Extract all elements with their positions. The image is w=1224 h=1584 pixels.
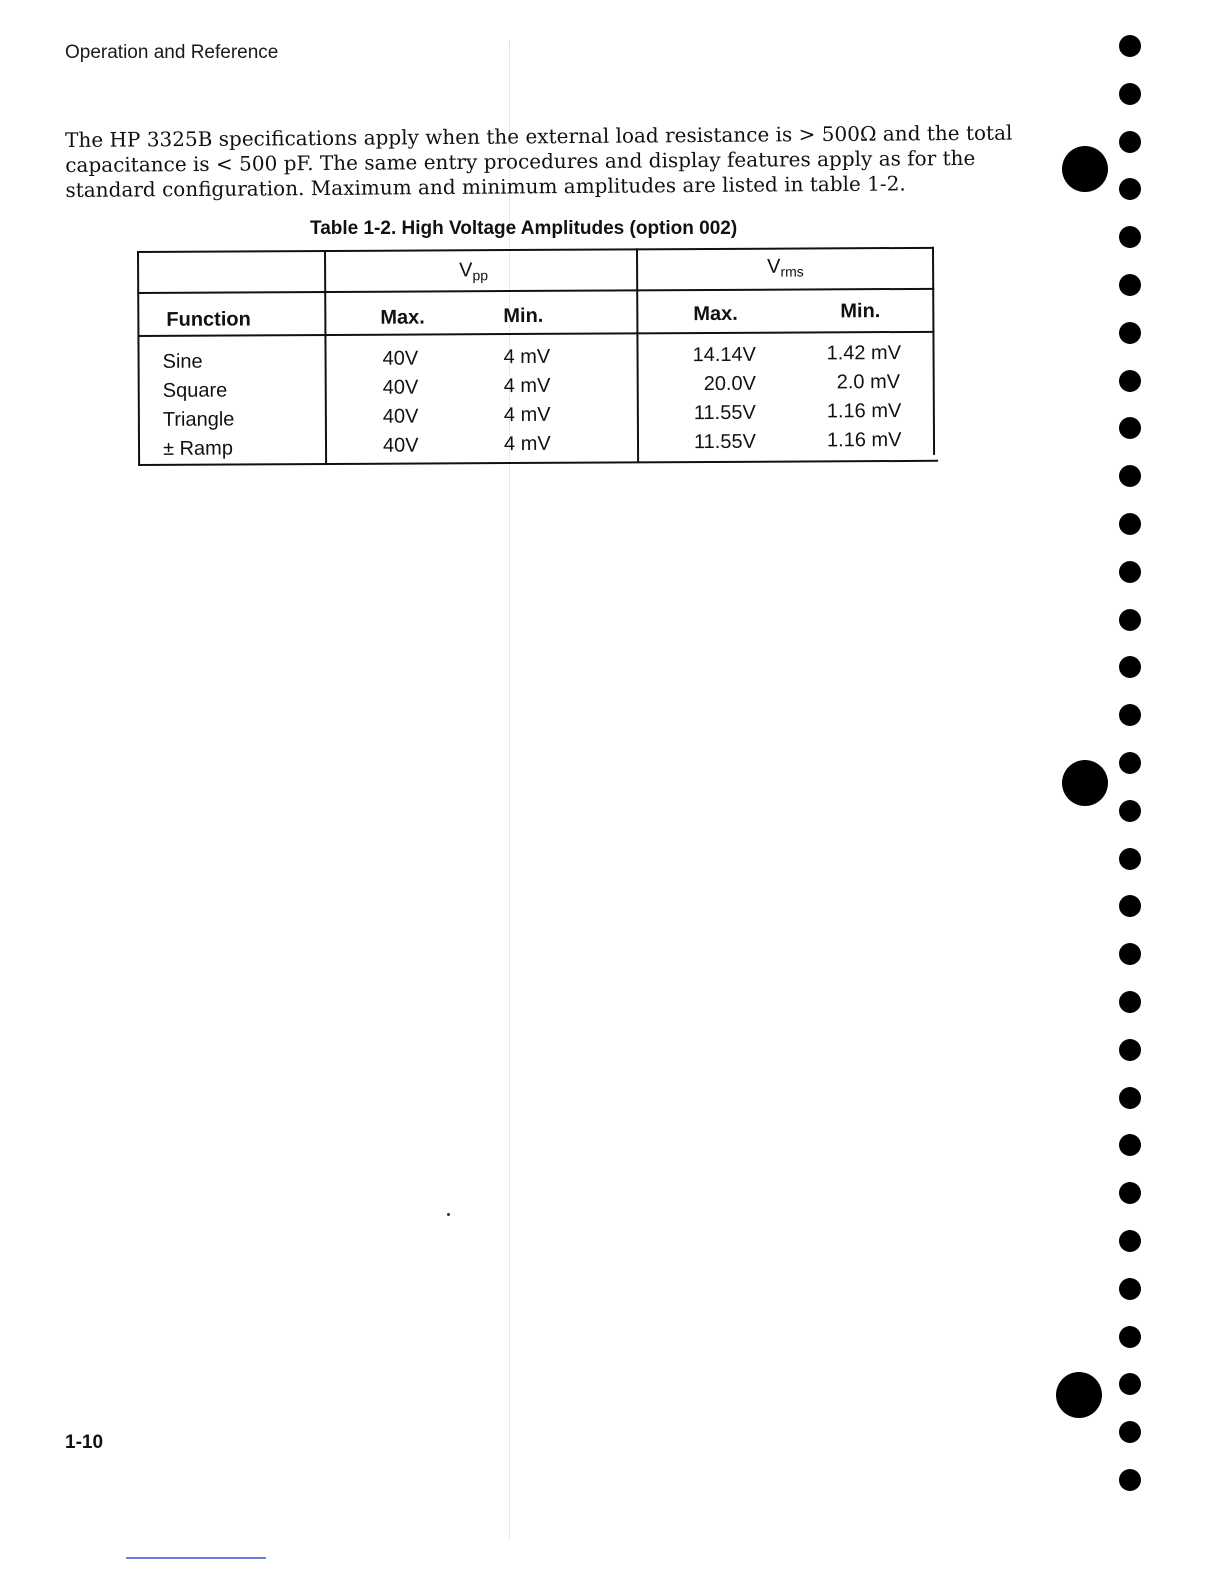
- binding-hole: [1119, 752, 1141, 774]
- cell-function: Triangle: [162, 408, 235, 431]
- page-number: 1-10: [65, 1432, 104, 1453]
- binding-hole: [1119, 1230, 1141, 1252]
- binding-hole: [1119, 1182, 1141, 1204]
- binding-hole: [1119, 704, 1141, 726]
- table-bottom-rule: [138, 460, 938, 466]
- cell-function: Sine: [162, 350, 203, 373]
- cell-vrms-min: 1.16 mV: [826, 428, 902, 452]
- cell-vpp-max: 40V: [382, 434, 419, 457]
- binding-hole: [1119, 1326, 1141, 1348]
- body-paragraph: The HP 3325B specifications apply when the external load resistance is > 500Ω and the total capacitance is < 500 pF. The same entry procedures and display features apply as for the standard configuration. Maximum and minimum amplitudes are listed in table 1-2.: [65, 120, 1013, 202]
- column-header-vrms-min: Min.: [840, 300, 881, 323]
- cell-vpp-min: 4 mV: [503, 432, 551, 456]
- vrms-group-header: $V_{rms}$: [767, 255, 804, 280]
- cell-vpp-min: 4 mV: [503, 345, 551, 369]
- cell-vrms-max: 14.14V: [692, 343, 756, 367]
- binding-hole: [1119, 274, 1141, 296]
- cell-vpp-min: 4 mV: [503, 403, 551, 427]
- binding-hole: [1119, 1087, 1141, 1109]
- binding-hole: [1119, 1373, 1141, 1395]
- cell-vrms-min: 1.42 mV: [826, 342, 902, 365]
- table-top-rule: [137, 247, 934, 253]
- binding-hole: [1119, 465, 1141, 487]
- binding-hole: [1119, 131, 1141, 153]
- binding-hole: [1119, 178, 1141, 200]
- column-header-function: Function: [166, 308, 251, 331]
- binding-hole: [1119, 370, 1141, 392]
- binding-hole: [1119, 609, 1141, 631]
- column-header-vpp-min: Min.: [503, 304, 544, 328]
- cell-vpp-min: 4 mV: [503, 374, 551, 398]
- scan-speck: [447, 1213, 450, 1216]
- binding-hole: [1119, 83, 1141, 105]
- cell-vrms-max: 20.0V: [703, 372, 757, 396]
- binding-hole: [1119, 322, 1141, 344]
- binding-hole: [1119, 656, 1141, 678]
- binding-hole: [1119, 513, 1141, 535]
- table-divider-function: [324, 250, 327, 464]
- cell-function: ± Ramp: [162, 437, 233, 460]
- vpp-group-header: $V_{pp}$: [459, 259, 489, 284]
- cell-vrms-min: 1.16 mV: [826, 400, 902, 423]
- large-binding-hole: [1056, 1372, 1102, 1418]
- cell-vrms-max: 11.55V: [693, 401, 756, 425]
- cell-vrms-min: 2.0 mV: [836, 371, 901, 394]
- section-header: Operation and Reference: [65, 42, 279, 63]
- cell-function: Square: [162, 379, 228, 402]
- binding-hole: [1119, 1421, 1141, 1443]
- large-binding-hole: [1062, 146, 1108, 192]
- footer-rule: [126, 1557, 266, 1559]
- table-caption: Table 1-2. High Voltage Amplitudes (option 002): [310, 218, 738, 239]
- table-left-rule: [137, 251, 140, 465]
- binding-hole: [1119, 561, 1141, 583]
- binding-hole: [1119, 417, 1141, 439]
- large-binding-hole: [1062, 760, 1108, 806]
- column-header-vpp-max: Max.: [380, 306, 425, 329]
- table-right-rule: [932, 247, 935, 455]
- binding-hole: [1119, 1278, 1141, 1300]
- column-header-vrms-max: Max.: [693, 302, 738, 326]
- cell-vrms-max: 11.55V: [693, 430, 756, 454]
- cell-vpp-max: 40V: [382, 347, 419, 370]
- binding-hole: [1119, 1469, 1141, 1491]
- binding-hole: [1119, 1039, 1141, 1061]
- cell-vpp-max: 40V: [382, 376, 419, 399]
- binding-hole: [1119, 895, 1141, 917]
- binding-hole: [1119, 800, 1141, 822]
- binding-hole: [1119, 848, 1141, 870]
- binding-hole: [1119, 943, 1141, 965]
- amplitude-table: [137, 247, 938, 467]
- binding-hole: [1119, 35, 1141, 57]
- table-divider-vpp-vrms: [636, 248, 639, 462]
- cell-vpp-max: 40V: [382, 405, 419, 428]
- table-header-rule: [137, 331, 934, 337]
- binding-hole: [1119, 226, 1141, 248]
- binding-hole: [1119, 991, 1141, 1013]
- binding-hole: [1119, 1134, 1141, 1156]
- table-group-rule: [137, 288, 934, 294]
